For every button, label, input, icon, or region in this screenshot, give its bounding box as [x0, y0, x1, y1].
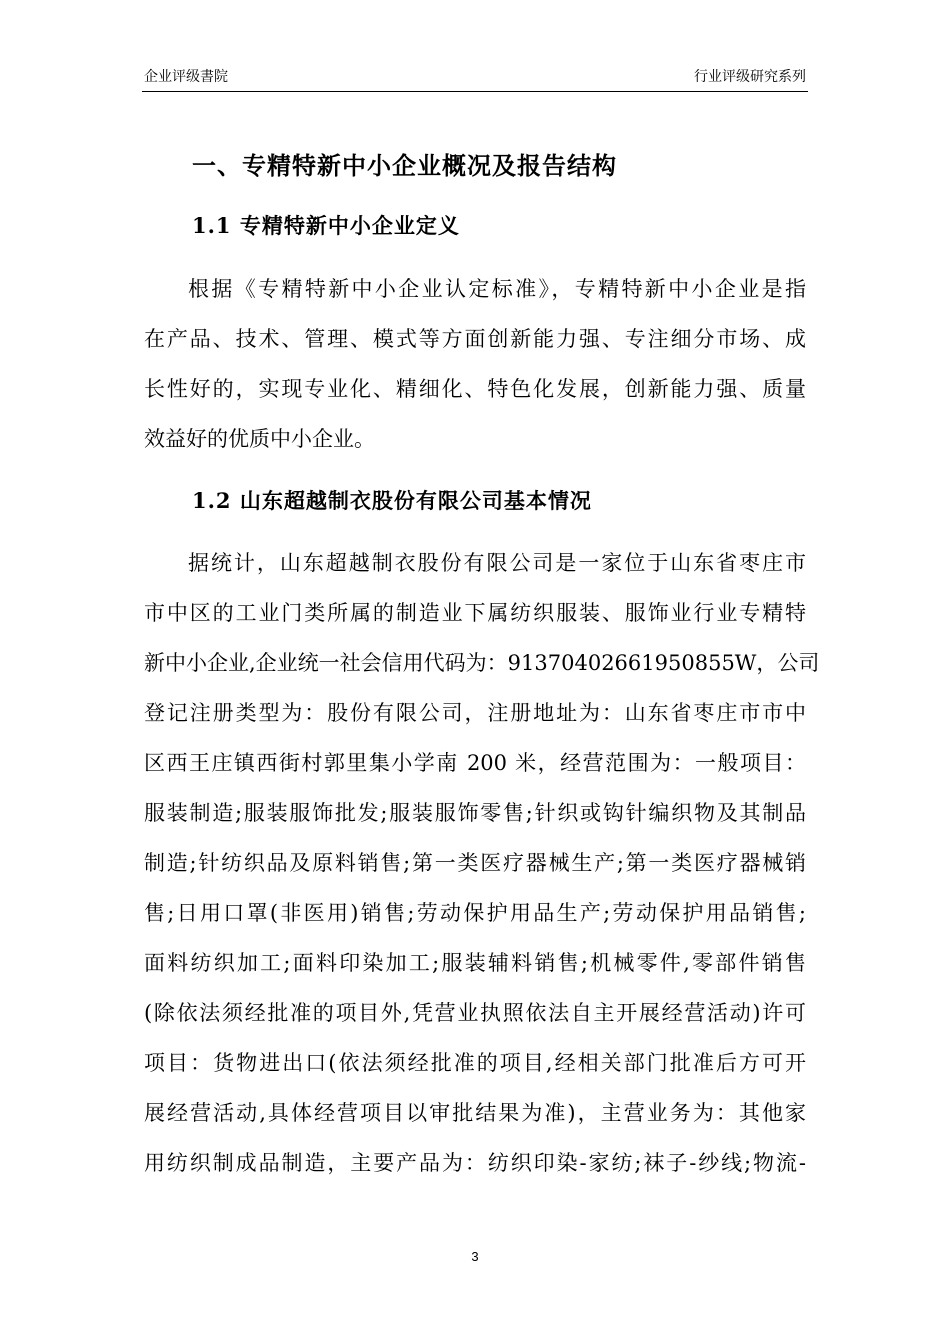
page-number: 3 — [471, 1249, 479, 1264]
text-line: 展经营活动,具体经营项目以审批结果为准)，主营业务为：其他家 — [144, 1101, 806, 1125]
text-line: 售;日用口罩(非医用)销售;劳动保护用品生产;劳动保护用品销售; — [144, 901, 806, 925]
text-line: 根据《专精特新中小企业认定标准》，专精特新中小企业是指 — [188, 277, 806, 301]
text-line: 面料纺织加工;面料印染加工;服装辅料销售;机械零件,零部件销售 — [144, 951, 806, 975]
text-line: 制造;针纺织品及原料销售;第一类医疗器械生产;第一类医疗器械销 — [144, 851, 806, 875]
heading-1-2: 1.2 山东超越制衣股份有限公司基本情况 — [192, 488, 592, 513]
text-line: 市中区的工业门类所属的制造业下属纺织服装、服饰业行业专精特 — [144, 601, 806, 625]
section-title: 一、专精特新中小企业概况及报告结构 — [192, 151, 617, 180]
paragraph-company-info — [144, 538, 820, 1188]
text-line: 服装制造;服装服饰批发;服装服饰零售;针织或钩针编织物及其制品 — [144, 801, 806, 825]
text-line: 登记注册类型为：股份有限公司，注册地址为：山东省枣庄市市中 — [144, 701, 806, 725]
text-line: 区西王庄镇西街村郭里集小学南 200 米，经营范围为：一般项目： — [144, 751, 806, 775]
text-line: 用纺织制成品制造，主要产品为：纺织印染-家纺;袜子-纱线;物流- — [144, 1151, 806, 1175]
text-line: 新中小企业,企业统一社会信用代码为：91370402661950855W，公司 — [144, 651, 820, 675]
text-line: 效益好的优质中小企业。 — [144, 427, 375, 451]
text-line: 据统计，山东超越制衣股份有限公司是一家位于山东省枣庄市 — [188, 551, 806, 575]
header-divider — [142, 91, 808, 92]
text-line: 在产品、技术、管理、模式等方面创新能力强、专注细分市场、成 — [144, 327, 806, 351]
heading-1-1: 1.1 专精特新中小企业定义 — [192, 213, 460, 238]
header-right-title: 行业评级研究系列 — [694, 68, 806, 84]
text-line: 长性好的，实现专业化、精细化、特色化发展，创新能力强、质量 — [144, 377, 806, 401]
paragraph-definition — [144, 264, 806, 464]
text-line: (除依法须经批准的项目外,凭营业执照依法自主开展经营活动)许可 — [144, 1001, 806, 1025]
header-left-title: 企业评级書院 — [144, 68, 228, 84]
text-line: 项目：货物进出口(依法须经批准的项目,经相关部门批准后方可开 — [144, 1051, 806, 1075]
